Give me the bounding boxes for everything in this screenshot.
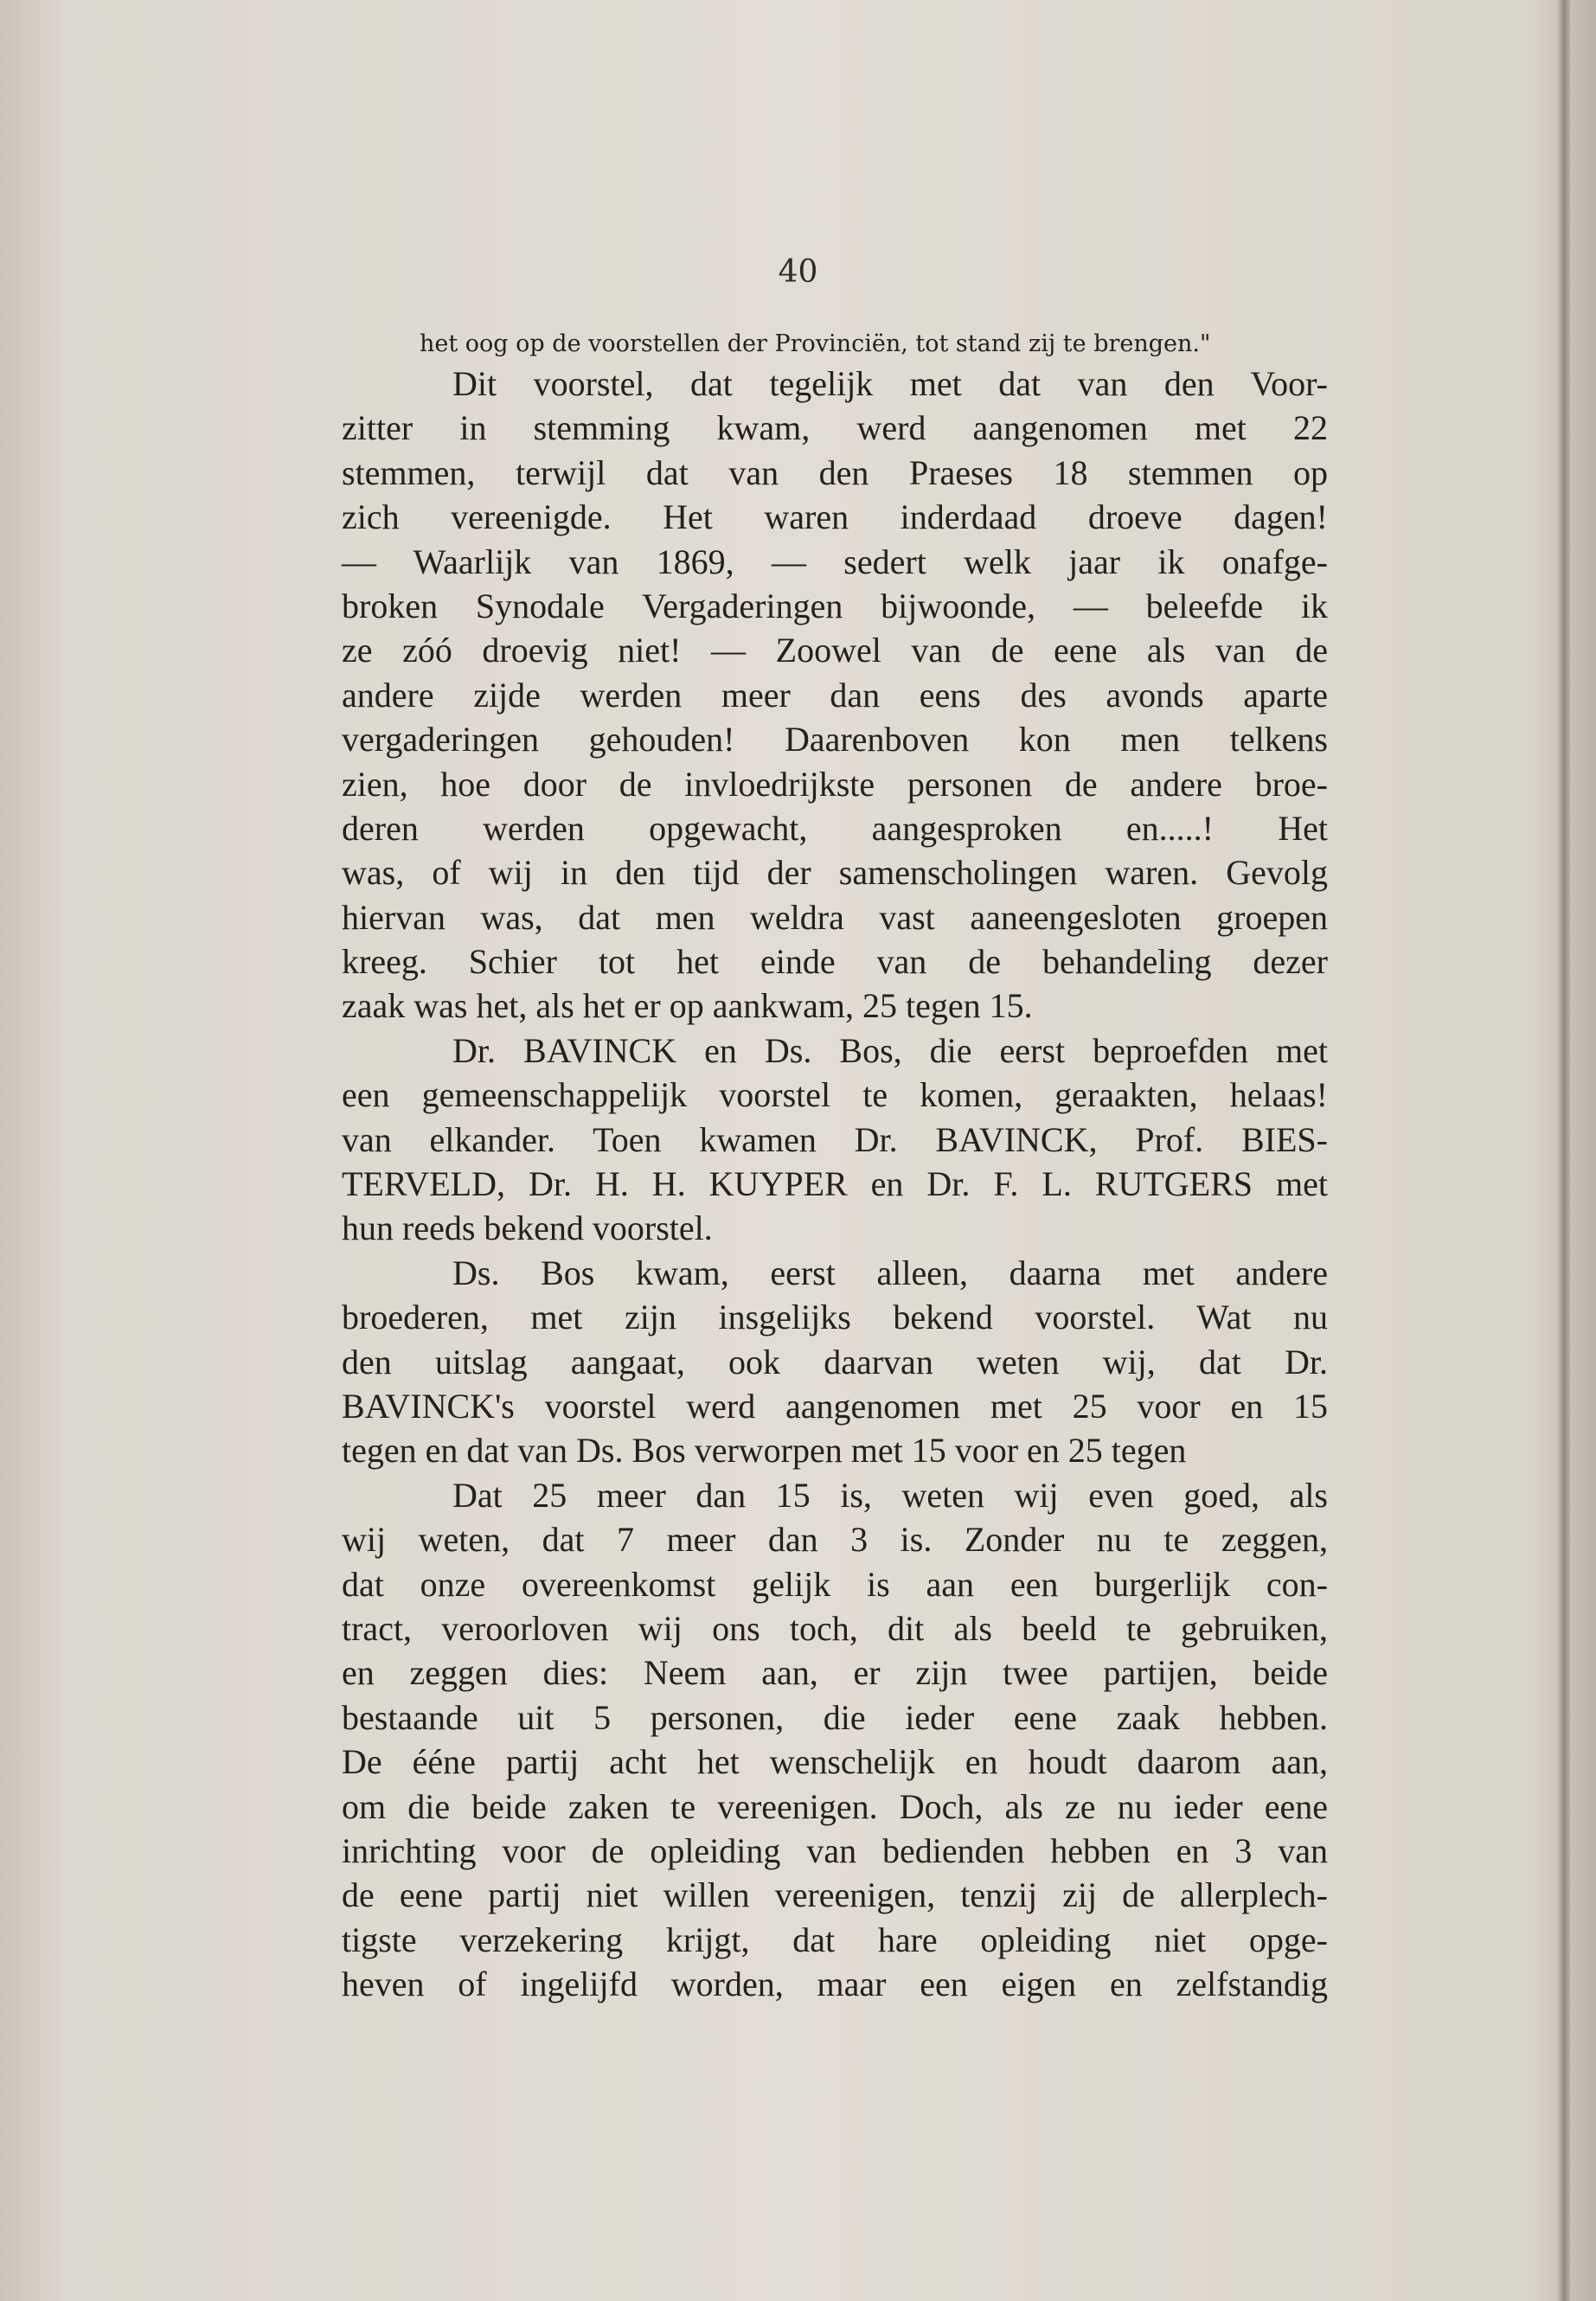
text-line: ze zóó droevig niet! — Zoowel van de eene als van de xyxy=(342,631,1328,670)
text-line: Dit voorstel, dat tegelijk met dat van den Voor- xyxy=(452,364,1328,403)
text-line: broken Synodale Vergaderingen bijwoonde, — beleefde ik xyxy=(342,586,1328,625)
text-line: stemmen, terwijl dat van den Praeses 18 stemmen op xyxy=(342,452,1328,492)
text-line: wij weten, dat 7 meer dan 3 is. Zonder nu te zeggen, xyxy=(342,1520,1328,1560)
text-line: inrichting voor de opleiding van bedienden hebben en 3 van xyxy=(342,1830,1328,1870)
text-line: tigste verzekering krijgt, dat hare opleiding niet opge- xyxy=(342,1920,1328,1959)
text-line: de eene partij niet willen vereenigen, tenzij zij de allerplech- xyxy=(342,1875,1328,1915)
text-line: De ééne partij acht het wenschelijk en houdt daarom aan, xyxy=(342,1742,1328,1782)
text-line: hun reeds bekend voorstel. xyxy=(342,1208,713,1248)
text-line: zaak was het, als het er op aankwam, 25 tegen 15. xyxy=(342,986,1033,1026)
text-line: Dat 25 meer dan 15 is, weten wij even goed, als xyxy=(452,1475,1328,1515)
text-line: den uitslag aangaat, ook daarvan weten wij, dat Dr. xyxy=(342,1342,1328,1381)
text-line: en zeggen dies: Neem aan, er zijn twee partijen, beide xyxy=(342,1653,1328,1693)
text-line: kreeg. Schier tot het einde van de behandeling dezer xyxy=(342,942,1328,982)
text-line: bestaande uit 5 personen, die ieder eene zaak hebben. xyxy=(342,1697,1328,1737)
text-line: om die beide zaken te vereenigen. Doch, als ze nu ieder eene xyxy=(342,1786,1328,1826)
text-line: tract, veroorloven wij ons toch, dit als beeld te gebruiken, xyxy=(342,1608,1328,1648)
text-line: Ds. Bos kwam, eerst alleen, daarna met andere xyxy=(452,1253,1328,1292)
text-line: zich vereenigde. Het waren inderdaad droeve dagen! xyxy=(342,497,1328,537)
text-line: zien, hoe door de invloedrijkste personen de andere broe- xyxy=(342,764,1328,804)
text-line: heven of ingelijfd worden, maar een eigen en zelfstandig xyxy=(342,1965,1328,2004)
text-line: — Waarlijk van 1869, — sedert welk jaar ik onafge- xyxy=(342,542,1328,581)
page-header-line: het oog op de voorstellen der Provinciën, tot stand zij te brengen." xyxy=(420,330,1211,357)
text-line: tegen en dat van Ds. Bos verworpen met 15 voor en 25 tegen xyxy=(342,1431,1187,1471)
text-line: andere zijde werden meer dan eens des avonds aparte xyxy=(342,675,1328,715)
body-text xyxy=(342,327,1328,2006)
text-line: dat onze overeenkomst gelijk is aan een burgerlijk con- xyxy=(342,1564,1328,1604)
text-line: van elkander. Toen kwamen Dr. BAVINCK, Prof. BIES- xyxy=(342,1119,1328,1159)
text-line: Dr. BAVINCK en Ds. Bos, die eerst beproefden met xyxy=(452,1030,1328,1070)
page-edge-shadow xyxy=(1558,0,1570,2301)
text-line: vergaderingen gehouden! Daarenboven kon men telkens xyxy=(342,720,1328,760)
page-number: 40 xyxy=(778,254,818,290)
text-line: TERVELD, Dr. H. H. KUYPER en Dr. F. L. RUTGERS met xyxy=(342,1164,1328,1204)
text-line: broederen, met zijn insgelijks bekend voorstel. Wat nu xyxy=(342,1298,1328,1337)
text-line: BAVINCK's voorstel werd aangenomen met 25 voor en 15 xyxy=(342,1386,1328,1426)
text-line: was, of wij in den tijd der samenscholingen waren. Gevolg xyxy=(342,853,1328,893)
text-line: zitter in stemming kwam, werd aangenomen met 22 xyxy=(342,408,1328,448)
text-line: een gemeenschappelijk voorstel te komen, geraakten, helaas! xyxy=(342,1075,1328,1115)
text-line: hiervan was, dat men weldra vast aaneengesloten groepen xyxy=(342,897,1328,937)
text-line: deren werden opgewacht, aangesproken en.....! Het xyxy=(342,808,1328,848)
